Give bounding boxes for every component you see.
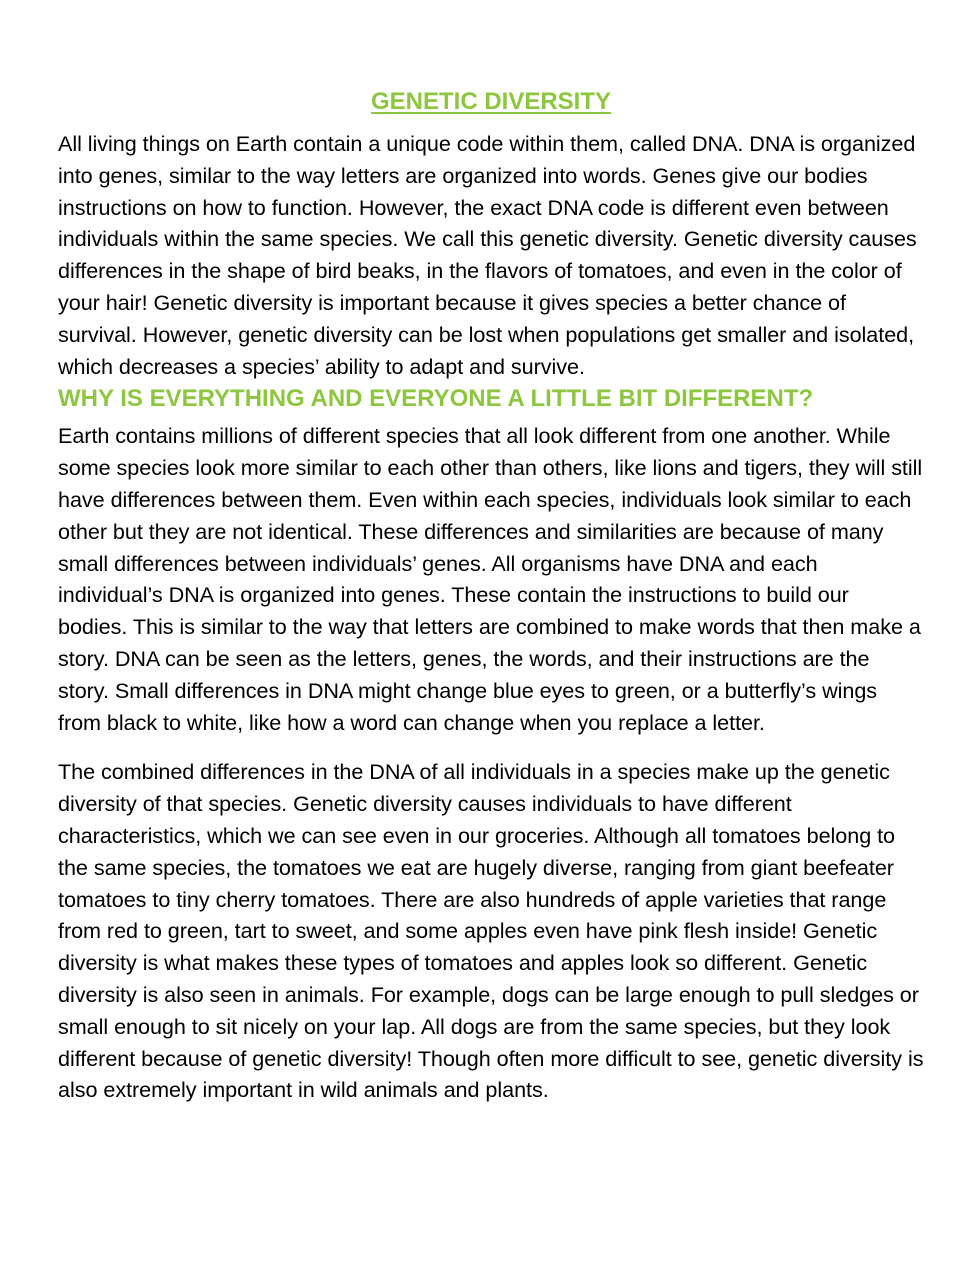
section-paragraph-1: Earth contains millions of different species that all look different from one another. While some species look more similar to each other than others, like lions and tigers, they will still have differences between them. Even within each species, individuals look similar to each other but they are not identical. These differences and similarities are because of many small differences between individuals’ genes. All organisms have DNA and each individual’s DNA is organized into genes. These contain the instructions to build our bodies. This is similar to the way that letters are combined to make words that then make a story. DNA can be seen as the letters, genes, the words, and their instructions are the story. Small differences in DNA might change blue eyes to green, or a butterfly’s wings from black to white, like how a word can change when you replace a letter. [58, 423, 923, 735]
section-paragraph-2: The combined differences in the DNA of all individuals in a species make up the genetic diversity of that species. Genetic diversity causes individuals to have different characteristics, which we can see even in our groceries. Although all tomatoes belong to the same species, the tomatoes we eat are hugely diverse, ranging from giant beefeater tomatoes to tiny cherry tomatoes. There are also hundreds of apple varieties that range from red to green, tart to sweet, and some apples even have pink flesh inside! Genetic diversity is what makes these types of tomatoes and apples look so different. Genetic diversity is also seen in animals. For example, dogs can be large enough to pull sledges or small enough to sit nicely on your lap. All dogs are from the same species, but they look different because of genetic diversity! Though often more difficult to see, genetic diversity is also extremely important in wild animals and plants. [58, 759, 924, 1103]
section-heading: WHY IS EVERYTHING AND EVERYONE A LITTLE BIT DIFFERENT? [58, 385, 814, 413]
intro-paragraph: All living things on Earth contain a unique code within them, called DNA. DNA is organized into genes, similar to the way letters are organized into words. Genes give our bodies instructions on how to function. However, the exact DNA code is different even between individuals within the same species. We call this genetic diversity. Genetic diversity causes differences in the shape of bird beaks, in the flavors of tomatoes, and even in the color of your hair! Genetic diversity is important because it gives species a better chance of survival. However, genetic diversity can be lost when populations get smaller and isolated, which decreases a species’ ability to adapt and survive. [58, 131, 917, 379]
document-page [58, 86, 924, 1106]
page-title: GENETIC DIVERSITY [370, 88, 612, 115]
